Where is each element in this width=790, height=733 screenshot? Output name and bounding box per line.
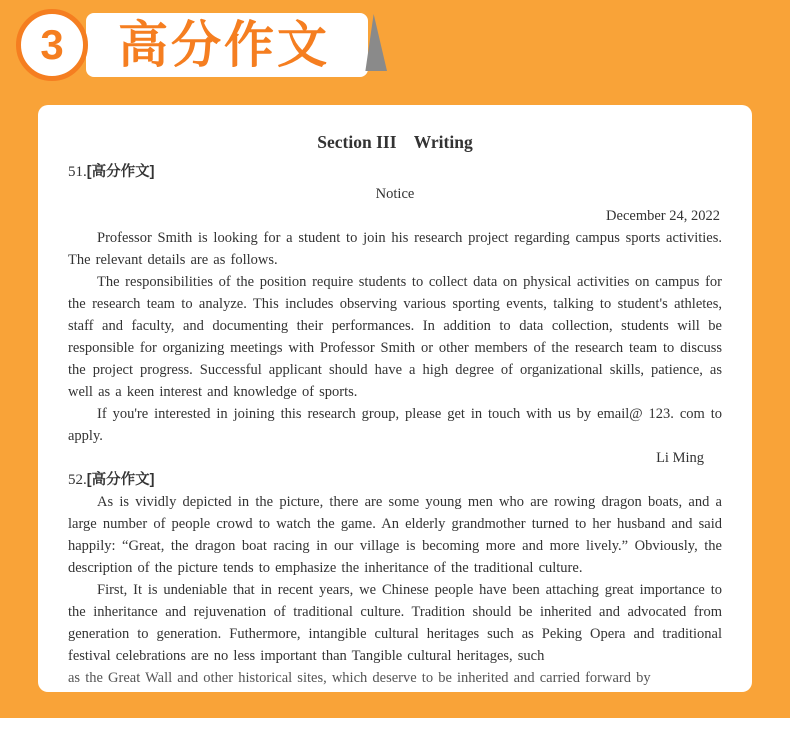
notice-paragraph-3: If you're interested in joining this research group, please get in touch with us by email@ 123. com to apply. [68,406,722,444]
question-51-tag: [高分作文] [86,164,155,180]
question-51-heading [68,161,722,183]
essay-clipped-line: as the Great Wall and other historical sites, which deserve to be inherited and carried forward by [68,670,651,686]
notice-title: Notice [375,186,415,202]
question-52-number: 52. [68,472,87,488]
question-51-number: 51. [68,164,87,180]
notice-paragraph-2: The responsibilities of the position require students to collect data on physical activities on campus for the research team to analyze. This includes observing various sporting events, talking to student's athletes, staff and faculty, and documenting their performances. In addition to data collection, students will be responsible for organizing meetings with Professor Smith or other members of the research team to discuss the project progress. Successful applicant should have a high degree of organizational skills, patience, as well as a keen interest and knowledge of sports. [68,274,722,400]
document-card [38,105,752,692]
notice-signature: Li Ming [656,450,704,466]
essay-paragraph-1: As is vividly depicted in the picture, there are some young men who are rowing dragon boats, and a large number of people crowd to watch the game. An elderly grandmother turned to her husband and said happily: “Great, the dragon boat racing in our village is becoming more and more lively.” Obviously, the description of the picture tends to emphasize the inheritance of the traditional culture. [68,494,722,576]
question-52-heading [68,469,722,491]
section-number-badge [16,9,88,81]
section-number: 3 [40,21,64,68]
essay-paragraph-2: First, It is undeniable that in recent years, we Chinese people have been attaching great importance to the inheritance and rejuvenation of traditional culture. Tradition should be inherited and advocated from generation to generation. Futhermore, intangible cultural heritages such as Peking Opera and traditional festival celebrations are no less important than Tangible cultural heritages, such [68,582,722,664]
section-title: Section III Writing [317,132,473,152]
question-52-tag: [高分作文] [86,472,155,488]
notice-paragraph-1: Professor Smith is looking for a student to join his research project regarding campus sports activities. The relevant details are as follows. [68,230,722,268]
notice-date: December 24, 2022 [606,208,720,224]
header-title: 高分作文 [118,17,330,73]
